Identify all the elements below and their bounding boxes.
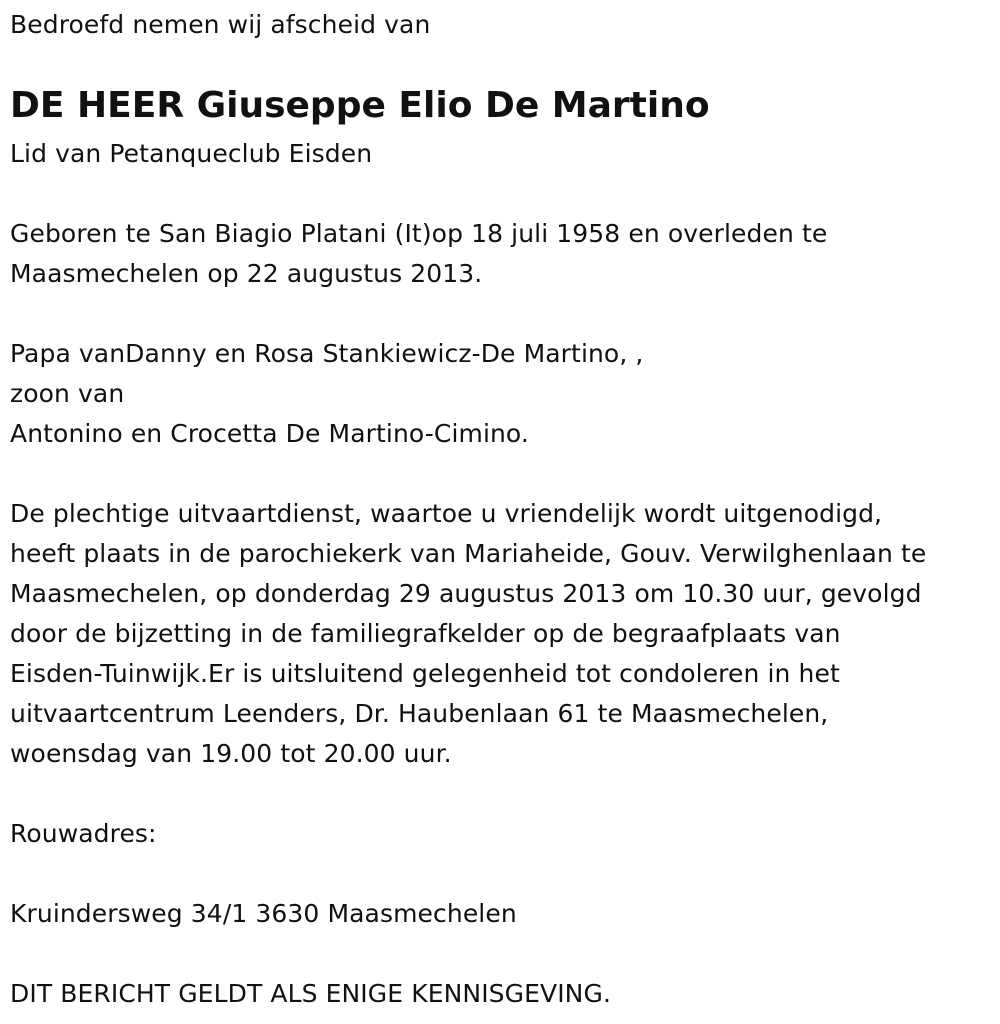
- funeral-service-paragraph: [10, 494, 926, 774]
- deceased-name: DE HEER Giuseppe Elio De Martino: [10, 85, 710, 126]
- notice-block: [10, 974, 611, 1014]
- birth-death-line: Geboren te San Biagio Platani (It)op 18 juli 1958 en overleden te: [10, 219, 828, 248]
- service-line: door de bijzetting in de familiegrafkelder op de begraafplaats van: [10, 619, 841, 648]
- service-line: De plechtige uitvaartdienst, waartoe u vriendelijk wordt uitgenodigd,: [10, 499, 883, 528]
- club-text: Lid van Petanqueclub Eisden: [10, 139, 373, 168]
- birth-death-line: Maasmechelen op 22 augustus 2013.: [10, 259, 483, 288]
- mourning-address-block: [10, 894, 517, 934]
- family-line: Antonino en Crocetta De Martino-Cimino.: [10, 419, 529, 448]
- service-line: Eisden-Tuinwijk.Er is uitsluitend gelegenheid tot condoleren in het: [10, 659, 840, 688]
- service-line: heeft plaats in de parochiekerk van Mariaheide, Gouv. Verwilghenlaan te: [10, 539, 927, 568]
- service-line: uitvaartcentrum Leenders, Dr. Haubenlaan 61 te Maasmechelen,: [10, 699, 829, 728]
- family-paragraph: [10, 334, 643, 454]
- intro-text: Bedroefd nemen wij afscheid van: [10, 10, 431, 39]
- mourning-address-label: Rouwadres:: [10, 819, 157, 848]
- notice-text: DIT BERICHT GELDT ALS ENIGE KENNISGEVING.: [10, 979, 611, 1008]
- service-line: woensdag van 19.00 tot 20.00 uur.: [10, 739, 452, 768]
- club-membership: [10, 134, 372, 174]
- family-line: zoon van: [10, 379, 125, 408]
- service-line: Maasmechelen, op donderdag 29 augustus 2013 om 10.30 uur, gevolgd: [10, 579, 922, 608]
- birth-death-paragraph: [10, 214, 827, 294]
- family-line: Papa vanDanny en Rosa Stankiewicz-De Martino, ,: [10, 339, 644, 368]
- mourning-address: Kruindersweg 34/1 3630 Maasmechelen: [10, 899, 517, 928]
- mourning-address-label-block: [10, 814, 157, 854]
